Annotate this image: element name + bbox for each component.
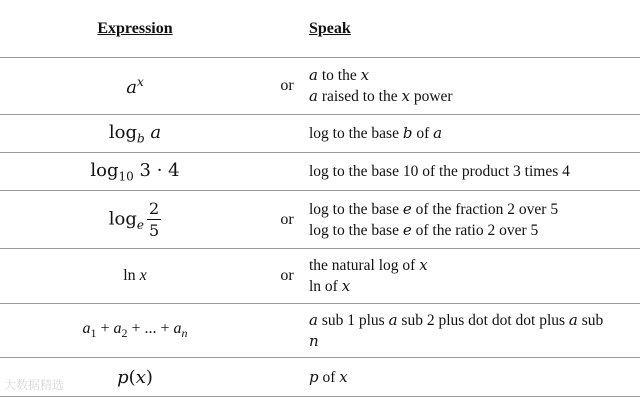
speak-cell: log to the base e of the fraction 2 over 5 log to the base e of the ratio 2 over 5 <box>309 199 559 239</box>
expression-log-base-e-fraction: $\log_e$ $\frac{2}{5}$ <box>108 199 160 240</box>
watermark: 大数据精选 <box>4 378 65 392</box>
table-row <box>0 191 640 248</box>
expression-log-base-10: $\log_{10} 3 \cdot 4$ <box>90 159 180 184</box>
table-row <box>0 304 640 357</box>
header-expression: Expression <box>97 19 173 37</box>
table-row <box>0 115 640 152</box>
table-row <box>0 358 640 396</box>
expression-log-base-b: $\log_b a$ <box>108 121 162 146</box>
or-label: or <box>280 267 294 284</box>
header-speak: Speak <box>309 20 351 37</box>
expression-sum-sequence: $a_1 + a_2$ + ... + $a_n$ <box>82 319 188 341</box>
table-row <box>0 153 640 190</box>
or-label: or <box>280 210 294 228</box>
or-label: or <box>280 77 294 94</box>
speak-cell: p of x <box>309 367 348 386</box>
expression-ln: ln x <box>123 267 147 284</box>
row-divider <box>0 396 640 397</box>
header-row <box>0 0 640 57</box>
table-row <box>0 249 640 303</box>
expression-function: p(x) <box>117 366 153 388</box>
speak-cell: log to the base 10 of the product 3 times 4 <box>309 163 570 180</box>
expression-power: $a^x$ <box>126 74 144 98</box>
speak-cell: a sub 1 plus a sub 2 plus dot dot dot plus a sub n <box>309 310 604 350</box>
speak-cell: log to the base b of a <box>309 124 443 142</box>
table-row <box>0 58 640 114</box>
speak-cell: a to the x a raised to the x power <box>309 66 453 105</box>
speak-cell: the natural log of x ln of x <box>309 256 428 295</box>
